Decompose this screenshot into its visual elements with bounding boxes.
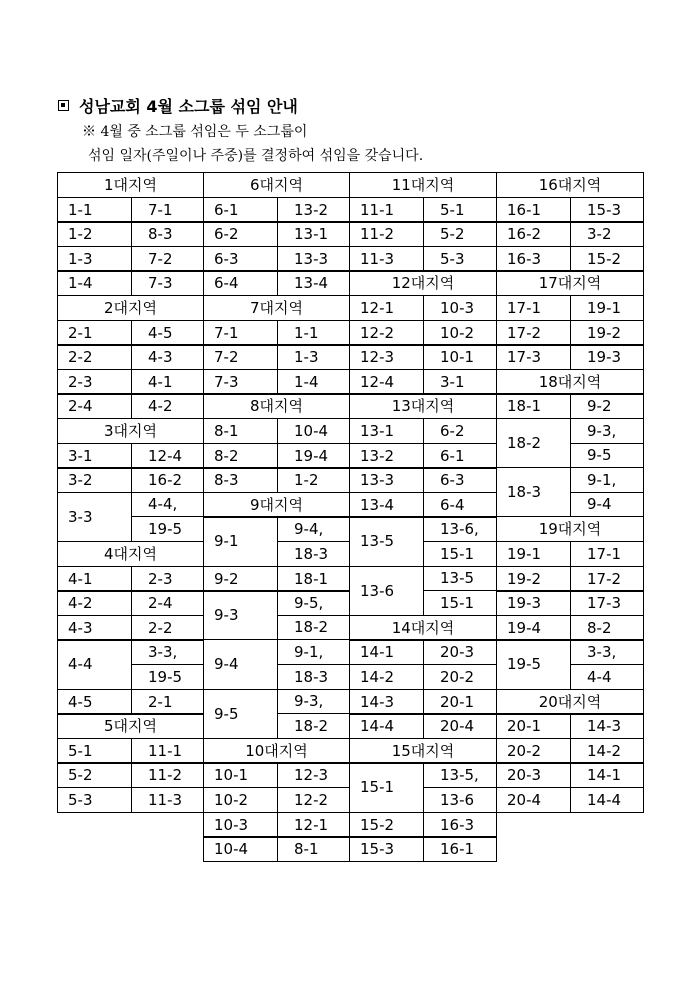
region-header: 11대지역 [349,172,497,198]
partner-group: 6-3 [423,467,497,493]
partner-group: 5-2 [423,221,497,247]
title-text: 성남교회 4월 소그룹 섞임 안내 [79,97,298,116]
partner-group: 12-2 [277,787,350,813]
group-id: 14-3 [349,689,424,715]
group-id: 1-4 [57,270,132,296]
group-id: 15-1 [349,762,424,813]
partner-group: 6-4 [423,492,497,518]
partner-group: 5-3 [423,246,497,272]
partner-group: 1-3 [277,344,350,370]
group-id: 20-1 [496,713,571,739]
region-header: 12대지역 [349,270,497,296]
group-id: 11-1 [349,197,424,223]
group-id: 7-1 [203,320,278,346]
group-id: 12-1 [349,295,424,321]
group-id: 7-3 [203,369,278,395]
partner-group: 9-3, [277,689,350,714]
group-id: 13-4 [349,492,424,518]
partner-group: 1-1 [277,320,350,346]
partner-group: 16-2 [131,467,204,493]
partner-group: 15-2 [570,246,644,272]
group-id: 5-1 [57,738,132,764]
region-header: 7대지역 [203,295,350,321]
partner-group: 4-2 [131,393,204,419]
region-header: 10대지역 [203,738,350,764]
partner-group: 20-2 [423,664,497,690]
partner-group: 13-6, [423,516,497,542]
partner-group: 4-3 [131,344,204,370]
group-id: 12-2 [349,320,424,346]
partner-group: 9-5 [570,443,644,468]
region-header: 1대지역 [57,172,204,198]
partner-group: 3-3, [570,639,644,665]
partner-group: 14-1 [570,762,644,788]
partner-group: 5-1 [423,197,497,223]
partner-group: 11-2 [131,762,204,788]
partner-group: 4-4, [131,492,204,517]
partner-group: 20-3 [423,639,497,665]
partner-group: 12-3 [277,762,350,788]
region-header: 13대지역 [349,393,497,419]
partner-group: 19-5 [131,516,204,542]
group-id: 17-3 [496,344,571,370]
group-id: 12-4 [349,369,424,395]
group-id: 7-2 [203,344,278,370]
partner-group: 16-1 [423,836,497,862]
partner-group: 15-1 [423,541,497,567]
group-id: 9-2 [203,566,278,592]
group-id: 15-2 [349,812,424,838]
group-id: 9-3 [203,590,278,640]
group-id: 19-5 [496,639,571,690]
group-id: 13-5 [349,516,424,567]
region-header: 18대지역 [496,369,644,395]
partner-group: 19-1 [570,295,644,321]
group-id: 6-1 [203,197,278,223]
group-id: 17-2 [496,320,571,346]
partner-group: 10-4 [277,418,350,444]
group-id: 20-4 [496,787,571,813]
region-header: 14대지역 [349,615,497,641]
partner-group: 9-3, [570,418,644,444]
partner-group: 14-4 [570,787,644,813]
partner-group: 17-2 [570,566,644,592]
partner-group: 10-1 [423,344,497,370]
group-id: 19-1 [496,541,571,567]
group-id: 10-3 [203,812,278,838]
group-id: 4-2 [57,590,132,616]
partner-group: 7-2 [131,246,204,272]
region-header: 19대지역 [496,516,644,542]
partner-group: 9-2 [570,393,644,419]
partner-group: 13-5, [423,762,497,788]
group-id: 2-4 [57,393,132,419]
partner-group: 6-1 [423,443,497,469]
partner-group: 4-4 [570,664,644,690]
partner-group: 17-1 [570,541,644,567]
group-id: 9-1 [203,516,278,567]
partner-group: 1-2 [277,467,350,493]
group-id: 3-3 [57,492,132,542]
partner-group: 6-2 [423,418,497,444]
group-id: 12-3 [349,344,424,370]
partner-group: 14-2 [570,738,644,764]
group-id: 19-2 [496,566,571,592]
region-header: 2대지역 [57,295,204,321]
partner-group: 9-4 [570,492,644,517]
group-id: 15-3 [349,836,424,862]
partner-group: 19-3 [570,344,644,370]
group-id: 18-3 [496,467,571,517]
group-id: 13-6 [349,566,424,616]
group-id: 10-4 [203,836,278,862]
group-id: 8-1 [203,418,278,444]
group-id: 3-2 [57,467,132,493]
partner-group: 7-1 [131,197,204,223]
group-id: 8-2 [203,443,278,469]
group-id: 19-3 [496,590,571,616]
group-id: 4-5 [57,689,132,715]
note-line-1: ※ 4월 중 소그룹 섞임은 두 소그룹이 [82,124,308,140]
partner-group: 4-1 [131,369,204,395]
partner-group: 13-2 [277,197,350,223]
partner-group: 8-3 [131,221,204,247]
partner-group: 9-4, [277,516,350,542]
group-id: 11-3 [349,246,424,272]
group-id: 18-2 [496,418,571,468]
group-id: 11-2 [349,221,424,247]
partner-group: 2-2 [131,615,204,641]
partner-group: 13-3 [277,246,350,272]
group-id: 4-3 [57,615,132,641]
partner-group: 2-4 [131,590,204,616]
group-id: 14-2 [349,664,424,690]
group-id: 13-3 [349,467,424,493]
group-id: 14-1 [349,639,424,665]
partner-group: 13-5 [423,566,497,591]
partner-group: 2-1 [131,689,204,715]
group-id: 2-2 [57,344,132,370]
partner-group: 3-1 [423,369,497,395]
partner-group: 19-5 [131,664,204,690]
region-header: 17대지역 [496,270,644,296]
partner-group: 13-1 [277,221,350,247]
group-id: 18-1 [496,393,571,419]
partner-group: 1-4 [277,369,350,395]
partner-group: 18-2 [277,713,350,739]
group-id: 6-3 [203,246,278,272]
partner-group: 18-3 [277,541,350,567]
region-header: 20대지역 [496,689,644,715]
group-id: 9-4 [203,639,278,690]
partner-group: 18-1 [277,566,350,592]
group-id: 5-2 [57,762,132,788]
group-id: 20-3 [496,762,571,788]
partner-group: 9-1, [277,639,350,665]
partner-group: 10-3 [423,295,497,321]
partner-group: 3-3, [131,639,204,665]
partner-group: 7-3 [131,270,204,296]
partner-group: 12-4 [131,443,204,469]
group-id: 1-2 [57,221,132,247]
region-header: 4대지역 [57,541,204,567]
partner-group: 10-2 [423,320,497,346]
region-header: 5대지역 [57,713,204,739]
group-id: 4-4 [57,639,132,690]
group-id: 13-2 [349,443,424,469]
partner-group: 13-6 [423,787,497,813]
partner-group: 12-1 [277,812,350,838]
partner-group: 19-2 [570,320,644,346]
partner-group: 11-1 [131,738,204,764]
partner-group: 4-5 [131,320,204,346]
partner-group: 17-3 [570,590,644,616]
partner-group: 20-1 [423,689,497,715]
partner-group: 14-3 [570,713,644,739]
partner-group: 13-4 [277,270,350,296]
partner-group: 18-2 [277,615,350,640]
partner-group: 9-1, [570,467,644,493]
group-id: 1-3 [57,246,132,272]
partner-group: 19-4 [277,443,350,469]
group-id: 5-3 [57,787,132,813]
partner-group: 16-3 [423,812,497,838]
group-id: 13-1 [349,418,424,444]
partner-group: 20-4 [423,713,497,739]
group-id: 16-1 [496,197,571,223]
region-header: 16대지역 [496,172,644,198]
group-id: 19-4 [496,615,571,641]
group-id: 14-4 [349,713,424,739]
partner-group: 11-3 [131,787,204,813]
region-header: 8대지역 [203,393,350,419]
partner-group: 8-2 [570,615,644,641]
group-id: 4-1 [57,566,132,592]
group-id: 9-5 [203,689,278,739]
group-id: 3-1 [57,443,132,469]
region-header: 6대지역 [203,172,350,198]
partner-group: 2-3 [131,566,204,592]
partner-group: 3-2 [570,221,644,247]
group-id: 2-1 [57,320,132,346]
partner-group: 15-3 [570,197,644,223]
group-id: 6-4 [203,270,278,296]
group-id: 8-3 [203,467,278,493]
region-header: 9대지역 [203,492,350,518]
group-id: 17-1 [496,295,571,321]
partner-group: 15-1 [423,590,497,616]
note-line-2: 섞임 일자(주일이나 주중)를 결정하여 섞임을 갖습니다. [88,148,424,164]
group-id: 16-2 [496,221,571,247]
group-id: 16-3 [496,246,571,272]
group-id: 20-2 [496,738,571,764]
partner-group: 8-1 [277,836,350,862]
group-id: 10-2 [203,787,278,813]
group-id: 2-3 [57,369,132,395]
partner-group: 9-5, [277,590,350,616]
region-header: 15대지역 [349,738,497,764]
group-id: 6-2 [203,221,278,247]
region-header: 3대지역 [57,418,204,444]
group-id: 1-1 [57,197,132,223]
group-id: 10-1 [203,762,278,788]
partner-group: 18-3 [277,664,350,690]
